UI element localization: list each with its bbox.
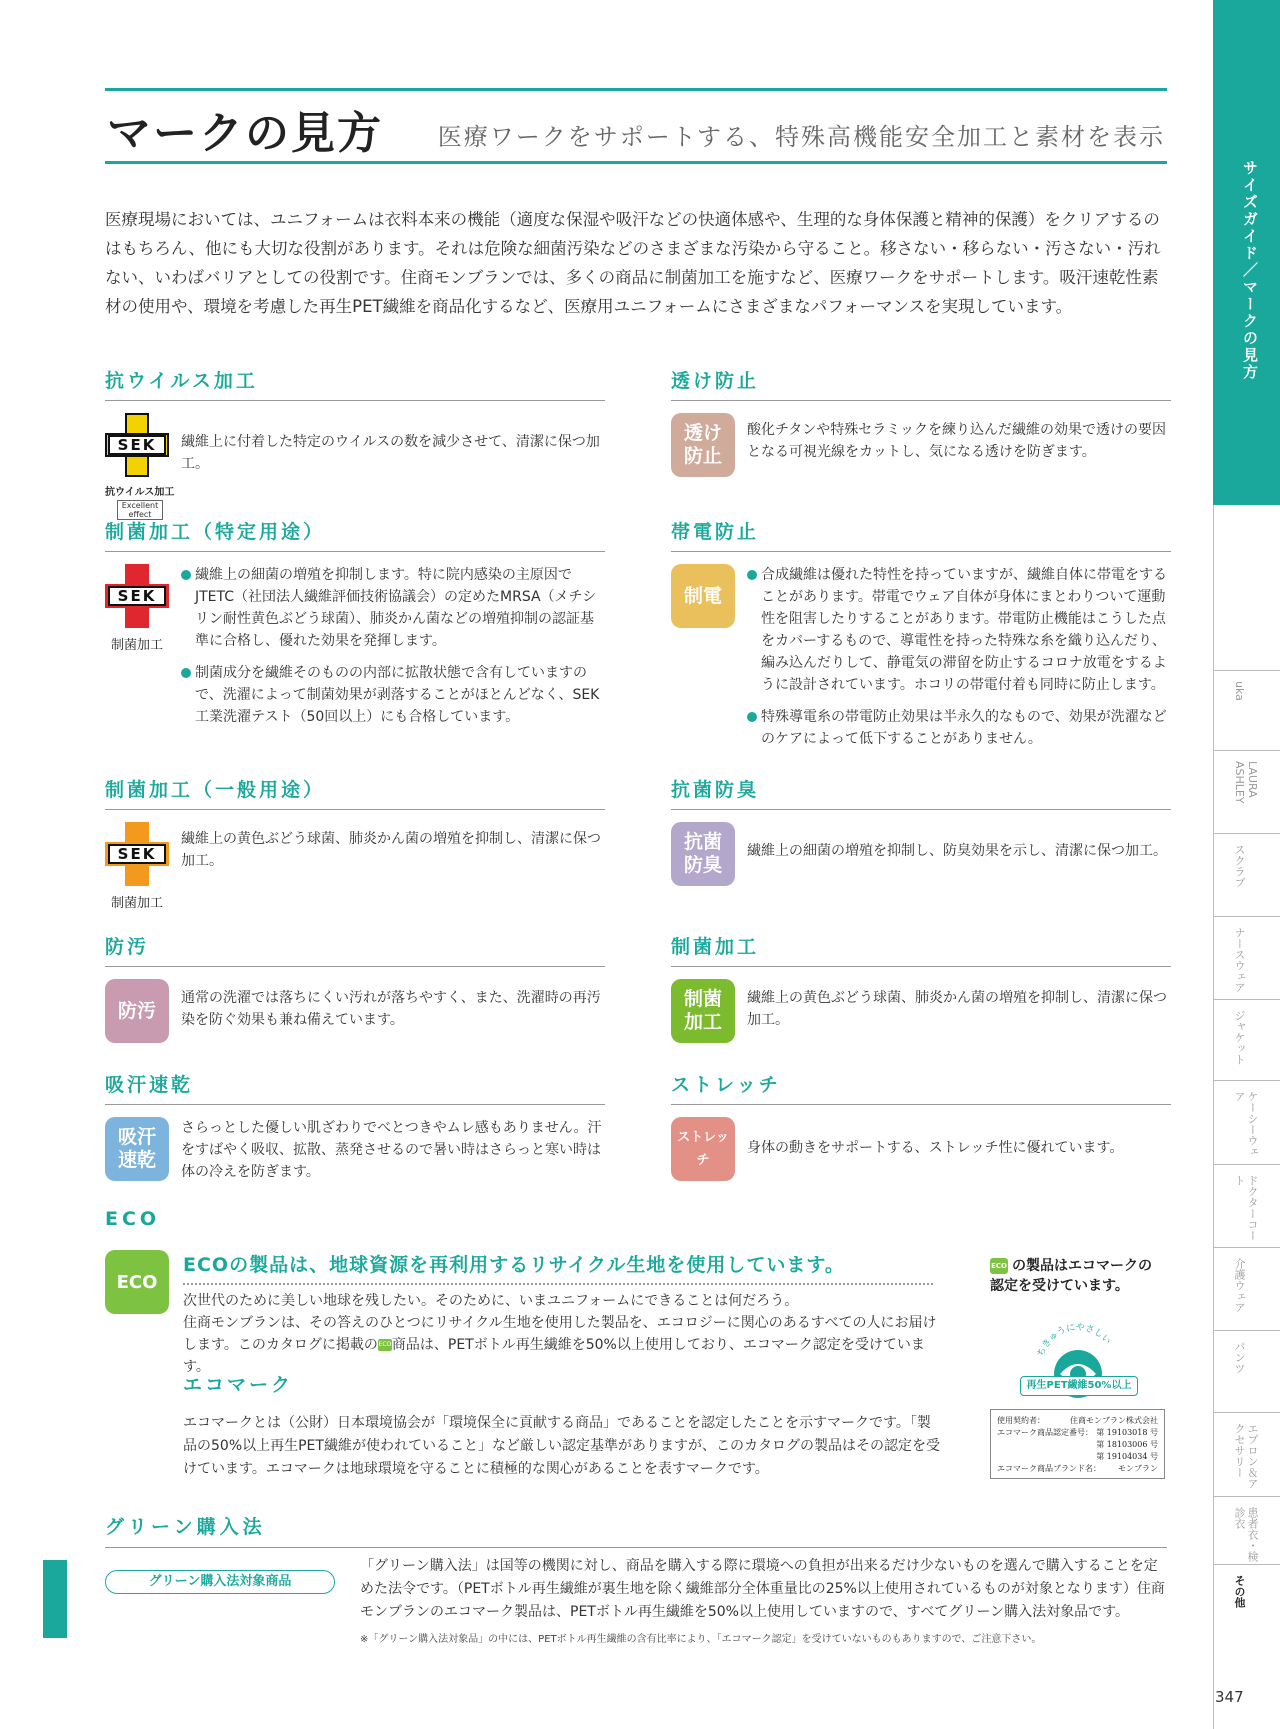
sidebar-item-laura-ashley[interactable]: LAURA ASHLEY [1213,750,1280,833]
stainproof-badge-icon: 防汚 [105,979,169,1043]
eco-mark-logo-icon [1028,1316,1128,1416]
eco-headline: ECOの製品は、地球資源を再利用するリサイクル生地を使用しています。 [183,1250,933,1285]
quickdry-badge-icon: 吸汗 速乾 [105,1117,169,1181]
section-text: 繊維上に付着した特定のウイルスの数を減少させて、清潔に保つ加工。 [181,434,600,472]
sidebar-item-uka[interactable]: uka [1213,670,1280,750]
section-seethrough [671,366,1171,473]
section-title: 制菌加工 [671,932,1171,967]
intro-text: 医療現場においては、ユニフォームは衣料本来の機能（適度な保湿や吸汗などの快適体感や、生理的な身体保護と精神的保護）をクリアするのはもちろん、他にも大切な役割があります。それは危険な細菌汚染などのさまざまな汚染から守ること。移さない・移らない・汚さない・汚れない、いわばバリアとしての役割です。住商モンブランでは、多くの商品に制菌加工を施すなど、医療ワークをサポートします。吸汗速乾性素材の使用や、環境を考慮した再生PET繊維を商品化するなど、医療用ユニフォームにさまざまなパフォーマンスを実現しています。 [105,210,1161,316]
eco-mini-icon: ECO [990,1258,1008,1274]
eco-mark-title: エコマーク [183,1374,294,1396]
section-stretch [671,1070,1171,1169]
stretch-badge-icon: ストレッチ [671,1117,735,1181]
green-body: 「グリーン購入法」は国等の機関に対し、商品を購入する際に環境への負担が出来るだけ少ないものを選んで購入することを定めた法令です。（PETボトル再生繊維が裏生地を除く繊維部分全体重量比の25%以上使用されているものが対象となります）住商モンブランのエコマーク製品は、PETボトル再生繊維を50%以上使用していますので、すべてグリーン購入法対象品です。 [360,1558,1165,1620]
section-antistatic [671,517,1171,760]
eco-pet-pill: 再生PET繊維50%以上 [1020,1376,1138,1396]
section-title: 制菌加工（一般用途） [105,775,605,810]
icon-caption: 制菌加工 [110,638,163,653]
section-text: 繊維上の黄色ぶどう球菌、肺炎かん菌の増殖を抑制し、清潔に保つ加工。 [181,831,601,869]
page-title: マークの見方 [107,108,383,159]
section-text: 繊維上の黄色ぶどう球菌、肺炎かん菌の増殖を抑制し、清潔に保つ加工。 [747,990,1167,1028]
eco-inline-icon: ECO [378,1339,392,1351]
page-header [105,88,1167,164]
sek-antibac-red-icon: SEK [105,564,169,628]
antistatic-badge-icon: 制電 [671,564,735,628]
sidebar-item-carewear[interactable]: 介護ウェア [1213,1247,1280,1330]
eco-badge-icon: ECO [105,1250,169,1314]
bullet-text: 合成繊維は優れた特性を持っていますが、繊維自体に帯電をすることがあります。帯電でウェア自体が身体にまとわりついて運動性を阻害したりすることがあります。帯電防止機能はこうした点をカバーするもので、導電性を持った特殊な糸を織り込んだり、編み込んだりして、静電気の滞留を防止するコロナ放電をするように設計されています。ホコリの帯電付着も同時に防止します。 [747,564,1171,696]
eco-cert-box: ECO の製品はエコマークの認定を受けています。 ちきゅうにやさしい 再生PET繊維50%以上 使用契約者： 住商モンブラン株式会社 エコマーク商品認定番号： 第 19103018 号 第 18103006 号 第 19104034 号 エコマーク商品ブランド名： モンブラン [990,1256,1165,1296]
sek-antibac-orange-icon: SEK [105,822,169,886]
section-text: さらっとした優しい肌ざわりでべとつきやムレ感もありません。汗をすばやく吸収、拡散、蒸発させるので暑い時はさらっと寒い時は体の冷えを防ぎます。 [181,1120,602,1180]
section-quickdry [105,1070,605,1193]
eco-body: 次世代のために美しい地球を残したい。そのために、いまユニフォームにできることは何だろう。 住商モンブランは、その答えのひとつにリサイクル生地を使用した製品を、エコロジーに関心のあるすべての人にお届けします。このカタログに掲載のECO商品は、PETボトル再生繊維を50%以上使用しており、エコマーク認定を受けています。 [183,1293,937,1375]
section-text: 繊維上の細菌の増殖を抑制し、防臭効果を示し、清潔に保つ加工。 [747,843,1167,859]
eco-mark-body: エコマークとは（公財）日本環境協会が「環境保全に貢献する商品」であることを認定したことを示すマークです。「製品の50%以上再生PET繊維が使われていること」など厳しい認定基準がありますが、このカタログの製品はその認定を受けています。エコマークは地球環境を守ることに積極的な関心があることを表すマークです。 [183,1415,940,1477]
icon-small-label: Excellent effect [117,500,163,520]
section-antivirus [105,366,605,519]
section-title: 帯電防止 [671,517,1171,552]
sidebar-item-nursewear[interactable]: ナースウェア [1213,916,1280,999]
page-subtitle: 医療ワークをサポートする、特殊高機能安全加工と素材を表示 [437,123,1165,151]
sidebar-item-pants[interactable]: パンツ [1213,1330,1280,1412]
section-text: 身体の動きをサポートする、ストレッチ性に優れています。 [747,1140,1124,1156]
sidebar-item-patientwear[interactable]: 患者衣・検診衣 [1213,1496,1280,1564]
page-number: 347 [1215,1688,1244,1706]
green-pill: グリーン購入法対象商品 [105,1570,335,1594]
antibac-badge-icon: 制菌 加工 [671,979,735,1043]
section-antibac-special [105,517,605,738]
section-text: 通常の洗濯では落ちにくい汚れが落ちやすく、また、洗濯時の再汚染を防ぐ効果も兼ね備えています。 [181,990,601,1028]
sidebar-item-caseywear[interactable]: ケーシーウェア [1213,1080,1280,1164]
sidebar-item-doctorcoat[interactable]: ドクターコート [1213,1164,1280,1247]
section-title: 制菌加工（特定用途） [105,517,605,552]
section-antibac [671,932,1171,1041]
section-title: ストレッチ [671,1070,1171,1105]
sidebar-item-jacket[interactable]: ジャケット [1213,999,1280,1080]
section-title: 吸汗速乾 [105,1070,605,1105]
sidebar-item-scrub[interactable]: スクラブ [1213,833,1280,916]
section-text: 酸化チタンや特殊セラミックを練り込んだ繊維の効果で透けの要因となる可視光線をカットし、気になる透けを防ぎます。 [747,422,1167,460]
bullet-text: 繊維上の細菌の増殖を抑制します。特に院内感染の主原因でJTETC（社団法人繊維評価技術協議会）の定めたMRSA（メチシリン耐性黄色ぶどう球菌）、肺炎かん菌などの増殖抑制の認証基準に合格し、優れた効果を発揮します。 [181,564,605,652]
svg-text:ちきゅうにやさしい: ちきゅうにやさしい [1036,1322,1113,1359]
bullet-text: 制菌成分を繊維そのものの内部に拡散状態で含有していますので、洗濯によって制菌効果が剥落することがほとんどなく、SEK工業洗濯テスト（50回以上）にも合格しています。 [181,662,605,728]
bullet-text: 特殊導電糸の帯電防止効果は半永久的なもので、効果が洗濯などのケアによって低下することがありません。 [747,706,1171,750]
eco-cert-table: 使用契約者： 住商モンブラン株式会社 エコマーク商品認定番号： 第 19103018 号 第 18103006 号 第 19104034 号 エコマーク商品ブランド名： モンブラン [990,1409,1165,1479]
green-title: グリーン購入法 [105,1512,1167,1548]
icon-caption: 抗ウイルス加工 [105,487,175,498]
icon-caption: 制菌加工 [110,896,163,911]
section-title: 透け防止 [671,366,1171,401]
section-stainproof [105,932,605,1041]
section-antibac-general [105,775,605,911]
sek-antivirus-icon: SEK [105,413,169,477]
sidebar-item-others[interactable]: その他 [1213,1564,1280,1644]
green-note: ※「グリーン購入法対象品」の中には、PETボトル再生繊維の含有比率により、「エコマーク認定」を受けていないものもありますので、ご注意下さい。 [360,1634,1042,1645]
deodorant-badge-icon: 抗菌 防臭 [671,822,735,886]
sidebar [1213,0,1280,1729]
eco-title: ECO [105,1208,161,1230]
seethrough-badge-icon: 透け 防止 [671,413,735,477]
section-deodorant [671,775,1171,876]
section-title: 抗ウイルス加工 [105,366,605,401]
sidebar-item-apron[interactable]: エプロン＆アクセサリー [1213,1412,1280,1496]
section-title: 抗菌防臭 [671,775,1171,810]
sidebar-active-tab[interactable]: サイズガイド／マークの見方 [1213,0,1280,505]
section-title: 防汚 [105,932,605,967]
sidebar-active-marker [43,1560,67,1638]
